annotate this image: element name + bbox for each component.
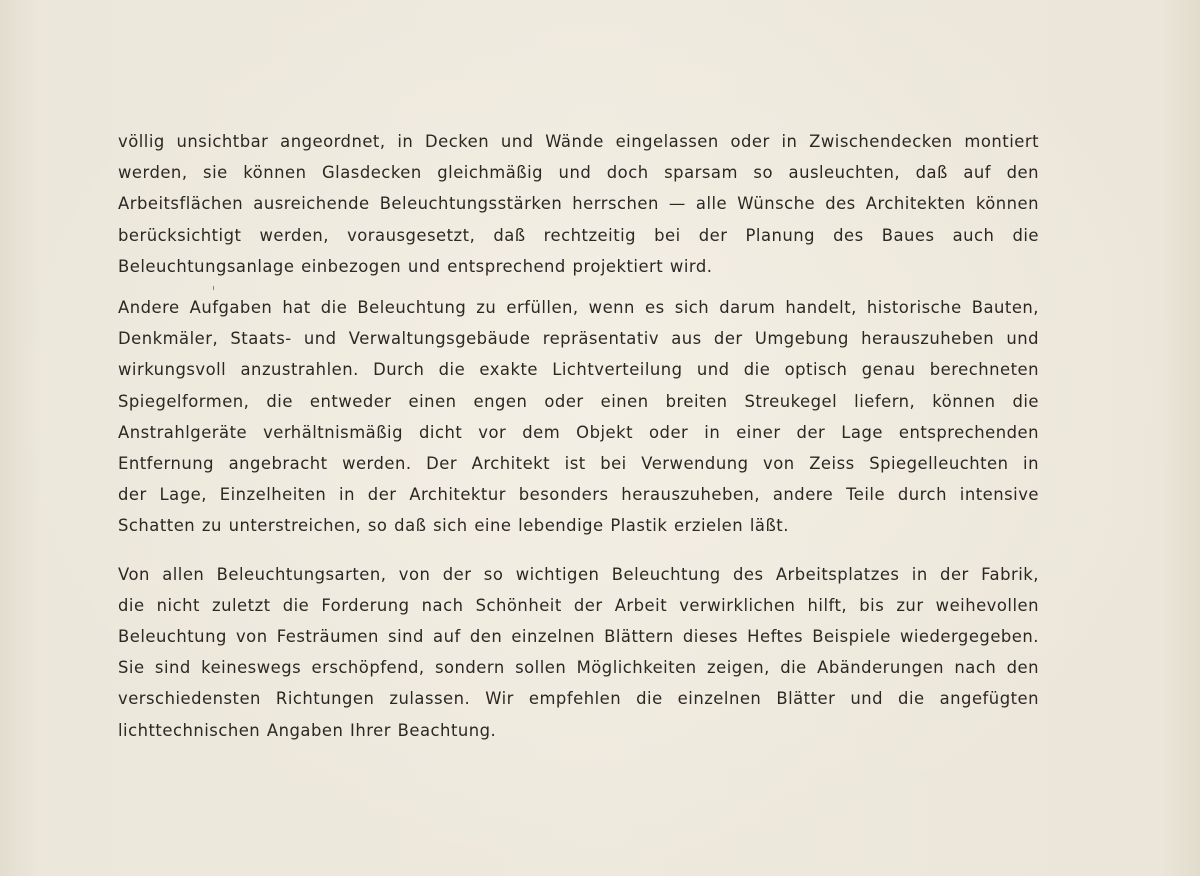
text-line: Beleuchtung von Festräumen sind auf den einzelnen Blättern dieses Heftes Beispiele wiedergegeben. <box>118 627 1039 647</box>
text-line: Spiegelformen, die entweder einen engen oder einen breiten Streukegel liefern, können die <box>118 391 1039 411</box>
text-line: verschiedensten Richtungen zulassen. Wir empfehlen die einzelnen Blätter und die angefügten <box>118 689 1039 709</box>
text-line: Sie sind keineswegs erschöpfend, sondern sollen Möglichkeiten zeigen, die Abänderungen nach den <box>118 658 1039 678</box>
paragraph-3 <box>118 559 1039 746</box>
body-text <box>118 126 1039 746</box>
text-line: völlig unsichtbar angeordnet, in Decken und Wände eingelassen oder in Zwischendecken montiert <box>118 132 1039 151</box>
text-line: Andere Aufgaben hat die Beleuchtung zu erfüllen, wenn es sich darum handelt, historische Bauten, <box>118 298 1039 318</box>
text-line: berücksichtigt werden, vorausgesetzt, daß rechtzeitig bei der Planung des Baues auch die <box>118 225 1039 245</box>
text-line: wirkungsvoll anzustrahlen. Durch die exakte Lichtverteilung und die optisch genau berechneten <box>118 360 1039 380</box>
text-line: die nicht zuletzt die Forderung nach Schönheit der Arbeit verwirklichen hilft, bis zur weihevollen <box>118 595 1039 615</box>
text-line: Denkmäler, Staats- und Verwaltungsgebäude repräsentativ aus der Umgebung herauszuheben und <box>118 329 1039 349</box>
paragraph-1 <box>118 126 1039 282</box>
text-line: der Lage, Einzelheiten in der Architektur besonders herauszuheben, andere Teile durch intensive <box>118 485 1039 505</box>
text-line: Beleuchtungsanlage einbezogen und entsprechend projektiert wird. <box>118 256 713 276</box>
paragraph-2 <box>118 292 1039 542</box>
text-line: Arbeitsflächen ausreichende Beleuchtungsstärken herrschen — alle Wünsche des Architekten können <box>118 194 1039 214</box>
text-line: werden, sie können Glasdecken gleichmäßig und doch sparsam so ausleuchten, daß auf den <box>118 163 1039 183</box>
text-line: Schatten zu unterstreichen, so daß sich eine lebendige Plastik erzielen läßt. <box>118 516 789 536</box>
text-line: Anstrahlgeräte verhältnismäßig dicht vor dem Objekt oder in einer der Lage entsprechenden <box>118 422 1039 442</box>
text-line: lichttechnischen Angaben Ihrer Beachtung. <box>118 720 497 740</box>
text-line: Von allen Beleuchtungsarten, von der so wichtigen Beleuchtung des Arbeitsplatzes in der Fabrik, <box>118 564 1039 584</box>
text-line: Entfernung angebracht werden. Der Architekt ist bei Verwendung von Zeiss Spiegelleuchten in <box>118 454 1039 474</box>
